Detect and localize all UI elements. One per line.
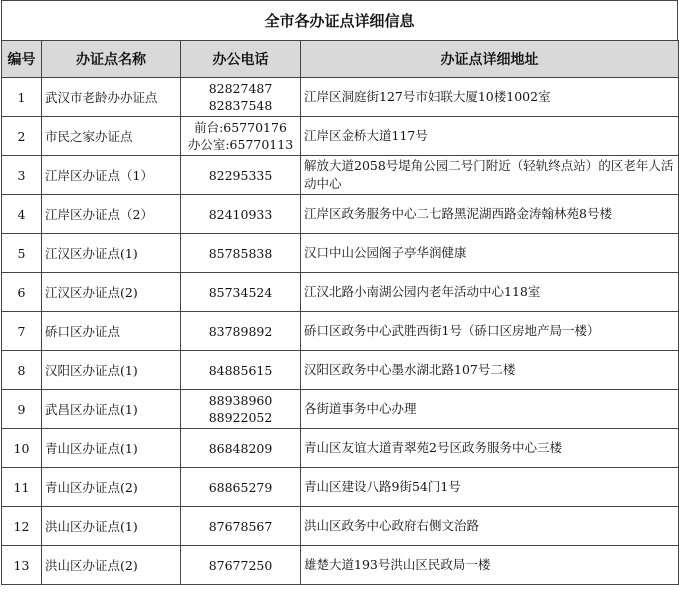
row-number: 8: [2, 351, 42, 390]
row-number: 10: [2, 429, 42, 468]
header-phone: 办公电话: [181, 41, 301, 78]
office-address: 汉口中山公园阁子亭华润健康: [301, 234, 679, 273]
office-phone: [181, 507, 301, 546]
phone-number: 82410933: [208, 206, 273, 222]
table-row: [2, 468, 679, 507]
table-row: [2, 507, 679, 546]
table-row: [2, 429, 679, 468]
office-address: 江岸区政务服务中心二七路黑泥湖西路金涛翰林苑8号楼: [301, 195, 679, 234]
office-phone: [181, 234, 301, 273]
table-row: [2, 78, 679, 117]
phone-number: 85734524: [208, 284, 273, 300]
phone-number: 88922052: [208, 410, 273, 425]
office-name: 青山区办证点(2): [42, 468, 181, 507]
phone-number: 87678567: [208, 518, 273, 534]
phone-number: 82827487: [208, 81, 273, 96]
row-number: 4: [2, 195, 42, 234]
table-row: [2, 312, 679, 351]
phone-number: 83789892: [208, 323, 273, 339]
table-row: [2, 546, 679, 585]
office-phone: [181, 390, 301, 429]
office-name: 汉阳区办证点(1): [42, 351, 181, 390]
office-phone: [181, 78, 301, 117]
office-phone: [181, 273, 301, 312]
row-number: 5: [2, 234, 42, 273]
office-address: 江岸区金桥大道117号: [301, 117, 679, 156]
phone-number: 办公室:65770113: [187, 137, 294, 152]
office-address: 青山区友谊大道青翠苑2号区政务服务中心三楼: [301, 429, 679, 468]
office-address: 汉阳区政务中心墨水湖北路107号二楼: [301, 351, 679, 390]
office-address: 江岸区洞庭街127号市妇联大厦10楼1002室: [301, 78, 679, 117]
office-name: 江汉区办证点(2): [42, 273, 181, 312]
phone-number: 84885615: [208, 362, 273, 378]
office-phone: [181, 195, 301, 234]
table-row: [2, 195, 679, 234]
phone-number: 68865279: [208, 479, 273, 495]
office-name: 江汉区办证点(1): [42, 234, 181, 273]
office-name: 武昌区办证点(1): [42, 390, 181, 429]
office-address: 硚口区政务中心武胜西街1号（硚口区房地产局一楼）: [301, 312, 679, 351]
row-number: 2: [2, 117, 42, 156]
table-row: [2, 234, 679, 273]
office-phone: [181, 429, 301, 468]
office-phone: [181, 351, 301, 390]
office-table: [1, 40, 679, 585]
row-number: 7: [2, 312, 42, 351]
phone-number: 87677250: [208, 557, 273, 573]
phone-number: 88938960: [208, 393, 273, 408]
phone-number: 前台:65770176: [194, 120, 287, 135]
office-phone: [181, 312, 301, 351]
row-number: 3: [2, 156, 42, 195]
office-name: 青山区办证点(1): [42, 429, 181, 468]
office-name: 洪山区办证点(1): [42, 507, 181, 546]
phone-number: 82295335: [208, 167, 273, 183]
office-phone: [181, 117, 301, 156]
header-no: 编号: [2, 41, 42, 78]
table-row: [2, 273, 679, 312]
office-address: 各街道事务中心办理: [301, 390, 679, 429]
office-phone: [181, 546, 301, 585]
office-address: 江汉北路小南湖公园内老年活动中心118室: [301, 273, 679, 312]
row-number: 6: [2, 273, 42, 312]
office-address: 青山区建设八路9街54门1号: [301, 468, 679, 507]
phone-number: 82837548: [208, 98, 273, 113]
office-address: 雄楚大道193号洪山区民政局一楼: [301, 546, 679, 585]
office-name: 市民之家办证点: [42, 117, 181, 156]
row-number: 11: [2, 468, 42, 507]
office-address: 洪山区政务中心政府右侧文治路: [301, 507, 679, 546]
header-name: 办证点名称: [42, 41, 181, 78]
row-number: 1: [2, 78, 42, 117]
office-name: 洪山区办证点(2): [42, 546, 181, 585]
table-body: [2, 78, 679, 585]
table-row: [2, 117, 679, 156]
office-address: 解放大道2058号堤角公园二号门附近（轻轨终点站）的区老年人活动中心: [301, 156, 679, 195]
row-number: 9: [2, 390, 42, 429]
table-title: 全市各办证点详细信息: [1, 0, 678, 40]
header-row: [2, 41, 679, 78]
office-phone: [181, 468, 301, 507]
phone-number: 85785838: [208, 245, 273, 261]
phone-number: 86848209: [208, 440, 273, 456]
row-number: 13: [2, 546, 42, 585]
info-sheet: [1, 0, 678, 585]
row-number: 12: [2, 507, 42, 546]
office-phone: [181, 156, 301, 195]
office-name: 江岸区办证点（2）: [42, 195, 181, 234]
office-name: 硚口区办证点: [42, 312, 181, 351]
office-name: 江岸区办证点（1）: [42, 156, 181, 195]
table-row: [2, 156, 679, 195]
header-address: 办证点详细地址: [301, 41, 679, 78]
table-row: [2, 390, 679, 429]
table-row: [2, 351, 679, 390]
office-name: 武汉市老龄办办证点: [42, 78, 181, 117]
